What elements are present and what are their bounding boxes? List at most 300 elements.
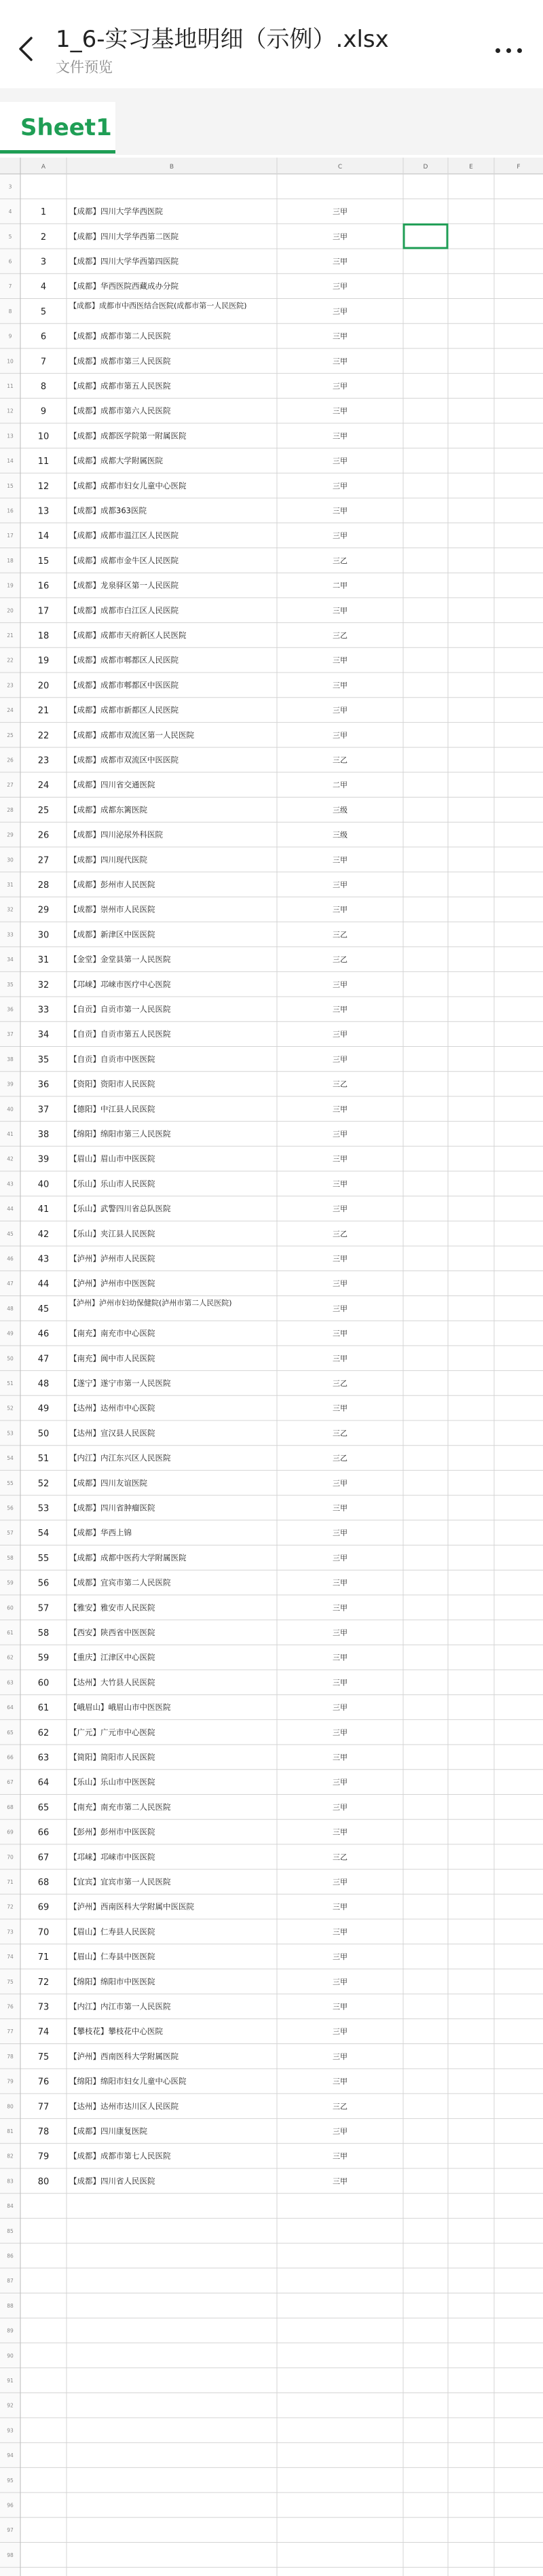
row-number[interactable]: 76 — [7, 2003, 14, 2010]
cell-hospital-name[interactable]: 【眉山】仁寿县中医医院 — [69, 1952, 155, 1962]
row-number[interactable]: 44 — [7, 1206, 14, 1213]
row-number[interactable]: 39 — [7, 1081, 14, 1088]
row-number[interactable]: 72 — [7, 1903, 14, 1910]
table-row[interactable] — [38, 1004, 348, 1015]
cell-no[interactable]: 41 — [37, 1204, 50, 1215]
cell-no[interactable]: 25 — [37, 805, 50, 816]
cell-hospital-name[interactable]: 【泸州】泸州市人民医院 — [69, 1253, 155, 1264]
table-row[interactable] — [38, 1702, 348, 1713]
table-row[interactable] — [41, 232, 348, 243]
row-number[interactable]: 7 — [8, 283, 12, 290]
table-row[interactable] — [38, 431, 348, 442]
cell-no[interactable]: 33 — [37, 1005, 50, 1016]
cell-grade[interactable]: 三甲 — [333, 1279, 348, 1289]
row-number[interactable]: 14 — [7, 458, 14, 465]
cell-no[interactable]: 3 — [40, 257, 47, 268]
cell-no[interactable]: 1 — [40, 207, 47, 218]
row-number[interactable]: 18 — [7, 557, 14, 564]
row-number[interactable]: 80 — [7, 2103, 14, 2110]
cell-grade[interactable]: 三甲 — [333, 1553, 348, 1562]
row-number[interactable]: 38 — [7, 1056, 14, 1062]
cell-grade[interactable]: 三甲 — [333, 855, 348, 865]
cell-grade[interactable]: 三甲 — [333, 481, 348, 490]
cell-no[interactable]: 50 — [37, 1429, 50, 1439]
table-row[interactable] — [38, 705, 348, 716]
table-row[interactable] — [38, 1403, 348, 1414]
cell-no[interactable]: 2 — [40, 232, 47, 243]
cell-grade[interactable]: 三甲 — [333, 1827, 348, 1837]
cell-no[interactable]: 39 — [37, 1154, 50, 1165]
cell-hospital-name[interactable]: 【成都】成都市第五人民医院 — [69, 380, 171, 391]
row-number[interactable]: 41 — [7, 1130, 14, 1137]
row-number[interactable]: 60 — [7, 1605, 14, 1611]
row-number[interactable]: 33 — [7, 931, 14, 938]
row-number[interactable]: 66 — [7, 1754, 14, 1761]
table-row[interactable] — [38, 1298, 348, 1314]
table-row[interactable] — [38, 1653, 348, 1664]
cell-no[interactable]: 52 — [37, 1478, 50, 1489]
cell-hospital-name[interactable]: 【金堂】金堂县第一人民医院 — [69, 954, 171, 965]
cell-no[interactable]: 9 — [40, 406, 47, 417]
cell-grade[interactable]: 三甲 — [333, 1678, 348, 1687]
cell-grade[interactable]: 三甲 — [333, 1528, 348, 1538]
cell-hospital-name[interactable]: 【成都】成都市天府新区人民医院 — [69, 630, 187, 640]
cell-grade[interactable]: 三甲 — [333, 1304, 348, 1313]
table-row[interactable] — [38, 1478, 348, 1489]
cell-grade[interactable]: 三甲 — [333, 2052, 348, 2061]
cell-no[interactable]: 29 — [37, 905, 50, 916]
row-number[interactable]: 81 — [7, 2128, 14, 2134]
cell-no[interactable]: 79 — [37, 2151, 50, 2162]
cell-grade[interactable]: 三甲 — [333, 1902, 348, 1912]
cell-grade[interactable]: 三甲 — [333, 1653, 348, 1662]
table-row[interactable] — [38, 456, 348, 467]
cell-hospital-name[interactable]: 【达州】宣汉县人民医院 — [69, 1428, 155, 1438]
table-row[interactable] — [38, 605, 348, 616]
table-row[interactable] — [38, 1104, 348, 1115]
table-row[interactable] — [38, 730, 348, 741]
cell-grade[interactable]: 三甲 — [333, 706, 348, 715]
row-number[interactable]: 47 — [7, 1281, 14, 1287]
row-number[interactable]: 17 — [7, 533, 14, 539]
row-number[interactable]: 86 — [7, 2253, 14, 2259]
cell-grade[interactable]: 三甲 — [333, 1478, 348, 1488]
cell-no[interactable]: 53 — [37, 1503, 50, 1514]
row-number[interactable]: 65 — [7, 1729, 14, 1736]
cell-grade[interactable]: 三甲 — [333, 730, 348, 740]
row-number[interactable]: 8 — [8, 308, 12, 315]
table-row[interactable] — [38, 1677, 348, 1688]
cell-grade[interactable]: 三甲 — [333, 1927, 348, 1937]
cell-hospital-name[interactable]: 【遂宁】遂宁市第一人民医院 — [69, 1378, 171, 1388]
cell-no[interactable]: 78 — [37, 2126, 50, 2137]
table-row[interactable] — [38, 656, 348, 666]
cell-grade[interactable]: 三级 — [333, 805, 348, 815]
table-row[interactable] — [38, 1977, 348, 1988]
row-number[interactable]: 71 — [7, 1878, 14, 1885]
cell-hospital-name[interactable]: 【广元】广元市中心医院 — [69, 1727, 155, 1737]
cell-grade[interactable]: 三甲 — [333, 2027, 348, 2037]
table-row[interactable] — [38, 1029, 348, 1040]
table-row[interactable] — [38, 780, 348, 791]
cell-hospital-name[interactable]: 【成都】龙泉驿区第一人民医院 — [69, 580, 179, 590]
row-number[interactable]: 59 — [7, 1579, 14, 1586]
table-row[interactable] — [38, 1752, 348, 1763]
row-number[interactable]: 82 — [7, 2153, 14, 2160]
cell-grade[interactable]: 三甲 — [333, 257, 348, 266]
table-row[interactable] — [38, 1802, 348, 1813]
cell-no[interactable]: 28 — [37, 880, 50, 891]
cell-hospital-name[interactable]: 【达州】大竹县人民医院 — [69, 1677, 155, 1687]
table-row[interactable] — [38, 1852, 348, 1863]
cell-hospital-name[interactable]: 【成都】崇州市人民医院 — [69, 904, 155, 914]
cell-no[interactable]: 40 — [37, 1179, 50, 1190]
cell-no[interactable]: 36 — [37, 1079, 50, 1090]
row-number[interactable]: 51 — [7, 1380, 14, 1387]
row-number[interactable]: 48 — [7, 1305, 14, 1312]
cell-hospital-name[interactable]: 【成都】四川省交通医院 — [69, 780, 155, 790]
cell-no[interactable]: 77 — [37, 2102, 50, 2113]
cell-no[interactable]: 32 — [37, 980, 50, 990]
cell-grade[interactable]: 三甲 — [333, 332, 348, 341]
cell-grade[interactable]: 三乙 — [333, 955, 348, 965]
cell-no[interactable]: 74 — [37, 2027, 50, 2038]
cell-no[interactable]: 48 — [37, 1378, 50, 1389]
row-number[interactable]: 13 — [7, 433, 14, 440]
table-row[interactable] — [41, 207, 348, 217]
cell-no[interactable]: 61 — [37, 1703, 50, 1714]
cell-hospital-name[interactable]: 【邛崃】邛崃市中医医院 — [69, 1852, 155, 1862]
row-number[interactable]: 84 — [7, 2203, 14, 2210]
row-number[interactable]: 98 — [7, 2552, 14, 2558]
cell-no[interactable]: 26 — [37, 830, 50, 841]
row-number[interactable]: 32 — [7, 906, 14, 913]
column-header-d[interactable]: D — [423, 164, 428, 171]
cell-no[interactable]: 27 — [37, 855, 50, 866]
column-header-e[interactable]: E — [469, 164, 473, 171]
table-row[interactable] — [38, 2126, 348, 2137]
table-row[interactable] — [38, 830, 348, 841]
cell-no[interactable]: 57 — [37, 1603, 50, 1614]
cell-grade[interactable]: 三甲 — [333, 1179, 348, 1189]
cell-grade[interactable]: 三甲 — [333, 1105, 348, 1114]
cell-hospital-name[interactable]: 【成都】成都东篱医院 — [69, 804, 147, 815]
row-number[interactable]: 85 — [7, 2228, 14, 2234]
cell-hospital-name[interactable]: 【泸州】西南医科大学附属中医医院 — [69, 1901, 194, 1912]
cell-no[interactable]: 4 — [40, 282, 47, 293]
more-button[interactable] — [494, 43, 524, 57]
cell-hospital-name[interactable]: 【简阳】简阳市人民医院 — [69, 1752, 155, 1762]
cell-no[interactable]: 72 — [37, 1977, 50, 1988]
cell-hospital-name[interactable]: 【泸州】泸州市中医医院 — [69, 1278, 155, 1289]
table-row[interactable] — [38, 1628, 348, 1639]
cell-no[interactable]: 12 — [37, 481, 50, 492]
cell-no[interactable]: 10 — [37, 431, 50, 442]
cell-no[interactable]: 38 — [37, 1129, 50, 1140]
cell-grade[interactable]: 三甲 — [333, 506, 348, 516]
row-number[interactable]: 37 — [7, 1031, 14, 1038]
cell-no[interactable]: 22 — [37, 730, 50, 741]
table-row[interactable] — [38, 505, 348, 516]
cell-hospital-name[interactable]: 【乐山】武警四川省总队医院 — [69, 1204, 171, 1214]
table-row[interactable] — [38, 2176, 348, 2187]
row-number[interactable]: 4 — [8, 209, 12, 215]
cell-grade[interactable]: 三甲 — [333, 980, 348, 989]
row-number[interactable]: 34 — [7, 956, 14, 963]
table-row[interactable] — [38, 855, 348, 865]
table-row[interactable] — [38, 880, 348, 891]
row-number[interactable]: 52 — [7, 1405, 14, 1412]
cell-hospital-name[interactable]: 【成都】成都市第三人民医院 — [69, 356, 171, 366]
row-number[interactable]: 11 — [7, 382, 14, 389]
cell-hospital-name[interactable]: 【成都】华西上锦 — [69, 1528, 132, 1538]
cell-hospital-name[interactable]: 【南充】阆中市人民医院 — [69, 1353, 155, 1363]
cell-hospital-name[interactable]: 【泸州】西南医科大学附属医院 — [69, 2051, 179, 2061]
cell-hospital-name[interactable]: 【成都】四川省肿瘤医院 — [69, 1503, 155, 1513]
row-number[interactable]: 53 — [7, 1430, 14, 1437]
cell-hospital-name[interactable]: 【自贡】自贡市第五人民医院 — [69, 1029, 171, 1039]
row-number[interactable]: 68 — [7, 1804, 14, 1810]
table-row[interactable] — [38, 2077, 348, 2088]
cell-grade[interactable]: 三甲 — [333, 2126, 348, 2136]
row-number[interactable]: 42 — [7, 1156, 14, 1162]
cell-hospital-name[interactable]: 【成都】成都市第六人民医院 — [69, 406, 171, 416]
table-row[interactable] — [38, 1353, 348, 1364]
cell-hospital-name[interactable]: 【雅安】雅安市人民医院 — [69, 1603, 155, 1613]
cell-hospital-name[interactable]: 【成都】华西医院西藏成办分院 — [69, 281, 179, 291]
table-row[interactable] — [38, 954, 348, 965]
row-number[interactable]: 92 — [7, 2402, 14, 2409]
cell-no[interactable]: 42 — [37, 1229, 50, 1240]
cell-grade[interactable]: 三甲 — [333, 1204, 348, 1214]
row-number[interactable]: 22 — [7, 657, 14, 664]
cell-grade[interactable]: 三甲 — [333, 1329, 348, 1338]
cell-no[interactable]: 43 — [37, 1254, 50, 1265]
row-number[interactable]: 94 — [7, 2452, 14, 2459]
table-row[interactable] — [38, 581, 348, 592]
table-row[interactable] — [38, 2052, 348, 2062]
row-number[interactable]: 63 — [7, 1679, 14, 1686]
cell-grade[interactable]: 三甲 — [333, 381, 348, 391]
row-number[interactable]: 88 — [7, 2302, 14, 2309]
row-number[interactable]: 54 — [7, 1455, 14, 1462]
row-number[interactable]: 93 — [7, 2427, 14, 2434]
cell-hospital-name[interactable]: 【彭州】彭州市中医医院 — [69, 1827, 155, 1837]
cell-grade[interactable]: 三甲 — [333, 306, 348, 316]
row-number[interactable]: 56 — [7, 1505, 14, 1511]
column-header-b[interactable]: B — [169, 164, 174, 171]
cell-grade[interactable]: 三甲 — [333, 1977, 348, 1986]
cell-no[interactable]: 71 — [37, 1952, 50, 1963]
row-number[interactable]: 70 — [7, 1854, 14, 1861]
cell-grade[interactable]: 三甲 — [333, 880, 348, 889]
table-row[interactable] — [38, 980, 348, 990]
cell-no[interactable]: 17 — [37, 606, 50, 617]
cell-grade[interactable]: 三级 — [333, 830, 348, 840]
cell-grade[interactable]: 三甲 — [333, 1877, 348, 1886]
cell-hospital-name[interactable]: 【重庆】江津区中心医院 — [69, 1652, 155, 1662]
cell-no[interactable]: 64 — [37, 1778, 50, 1789]
spreadsheet-grid[interactable] — [0, 158, 543, 2576]
cell-grade[interactable]: 三甲 — [333, 1802, 348, 1812]
cell-grade[interactable]: 三甲 — [333, 1578, 348, 1588]
cell-no[interactable]: 73 — [37, 2002, 50, 2013]
row-number[interactable]: 30 — [7, 857, 14, 863]
cell-hospital-name[interactable]: 【成都】四川大学华西第四医院 — [69, 256, 179, 266]
table-row[interactable] — [38, 1927, 348, 1937]
cell-no[interactable]: 11 — [37, 457, 50, 467]
table-row[interactable] — [38, 2151, 348, 2162]
column-header-f[interactable]: F — [517, 164, 521, 171]
cell-no[interactable]: 80 — [37, 2177, 50, 2187]
row-number[interactable]: 78 — [7, 2053, 14, 2060]
table-row[interactable] — [38, 1603, 348, 1613]
cell-no[interactable]: 8 — [40, 381, 47, 392]
table-row[interactable] — [41, 332, 348, 342]
table-row[interactable] — [38, 1329, 348, 1340]
cell-grade[interactable]: 三甲 — [333, 1129, 348, 1139]
cell-no[interactable]: 24 — [37, 781, 50, 791]
cell-hospital-name[interactable]: 【峨眉山】峨眉山市中医医院 — [69, 1702, 171, 1713]
table-row[interactable] — [38, 1129, 348, 1140]
cell-no[interactable]: 20 — [37, 681, 50, 692]
cell-grade[interactable]: 三乙 — [333, 630, 348, 640]
cell-no[interactable]: 23 — [37, 755, 50, 766]
table-row[interactable] — [38, 531, 348, 541]
row-number[interactable]: 75 — [7, 1978, 14, 1985]
cell-no[interactable]: 60 — [37, 1678, 50, 1689]
row-number[interactable]: 90 — [7, 2353, 14, 2359]
cell-hospital-name[interactable]: 【成都】成都市温江区人民医院 — [69, 531, 179, 541]
table-row[interactable] — [38, 1902, 348, 1913]
cell-no[interactable]: 45 — [37, 1304, 50, 1314]
cell-grade[interactable]: 三甲 — [333, 232, 348, 241]
cell-no[interactable]: 31 — [37, 955, 50, 966]
table-row[interactable] — [38, 556, 348, 567]
table-row[interactable] — [38, 1777, 348, 1788]
cell-grade[interactable]: 三甲 — [333, 1403, 348, 1413]
table-row[interactable] — [41, 381, 348, 392]
row-number[interactable]: 40 — [7, 1106, 14, 1113]
cell-no[interactable]: 54 — [37, 1528, 50, 1539]
cell-no[interactable]: 15 — [37, 556, 50, 567]
row-number[interactable]: 24 — [7, 707, 14, 714]
row-number[interactable]: 36 — [7, 1006, 14, 1013]
table-row[interactable] — [41, 281, 348, 292]
cell-hospital-name[interactable]: 【自贡】自贡市中医医院 — [69, 1054, 155, 1064]
cell-no[interactable]: 55 — [37, 1553, 50, 1564]
row-number[interactable]: 50 — [7, 1355, 14, 1362]
row-number[interactable]: 69 — [7, 1829, 14, 1836]
cell-grade[interactable]: 三甲 — [333, 1778, 348, 1787]
cell-no[interactable]: 13 — [37, 506, 50, 517]
cell-hospital-name[interactable]: 【成都】成都市双流区中医医院 — [69, 755, 179, 765]
cell-grade[interactable]: 三甲 — [333, 2177, 348, 2186]
cell-grade[interactable]: 三甲 — [333, 2002, 348, 2011]
cell-no[interactable]: 44 — [37, 1279, 50, 1290]
cell-hospital-name[interactable]: 【宜宾】宜宾市第一人民医院 — [69, 1876, 171, 1886]
table-row[interactable] — [41, 406, 348, 417]
table-row[interactable] — [38, 630, 348, 641]
cell-hospital-name[interactable]: 【成都】四川康复医院 — [69, 2126, 147, 2136]
cell-grade[interactable]: 三乙 — [333, 1853, 348, 1862]
selected-cell[interactable] — [404, 224, 447, 248]
cell-hospital-name[interactable]: 【内江】内江东兴区人民医院 — [69, 1453, 171, 1463]
cell-hospital-name[interactable]: 【攀枝花】攀枝花中心医院 — [69, 2026, 163, 2037]
cell-hospital-name[interactable]: 【成都】成都市第二人民医院 — [69, 331, 171, 341]
row-number[interactable]: 6 — [8, 258, 12, 265]
table-row[interactable] — [38, 1229, 348, 1240]
cell-no[interactable]: 51 — [37, 1454, 50, 1465]
cell-grade[interactable]: 三甲 — [333, 681, 348, 690]
cell-grade[interactable]: 三甲 — [333, 1154, 348, 1164]
cell-hospital-name[interactable]: 【成都】成都市郫都区人民医院 — [69, 655, 179, 665]
cell-grade[interactable]: 三甲 — [333, 1254, 348, 1264]
row-number[interactable]: 55 — [7, 1480, 14, 1486]
table-row[interactable] — [38, 1054, 348, 1065]
cell-grade[interactable]: 三乙 — [333, 1378, 348, 1388]
row-number[interactable]: 9 — [8, 333, 12, 340]
cell-grade[interactable]: 三甲 — [333, 431, 348, 441]
row-number[interactable]: 21 — [7, 632, 14, 639]
cell-grade[interactable]: 三甲 — [333, 656, 348, 665]
row-number[interactable]: 57 — [7, 1530, 14, 1537]
cell-no[interactable]: 18 — [37, 630, 50, 641]
cell-no[interactable]: 35 — [37, 1054, 50, 1065]
table-row[interactable] — [38, 929, 348, 940]
cell-no[interactable]: 58 — [37, 1628, 50, 1639]
table-row[interactable] — [38, 2001, 348, 2012]
cell-hospital-name[interactable]: 【达州】达州市达川区人民医院 — [69, 2101, 179, 2111]
cell-hospital-name[interactable]: 【内江】内江市第一人民医院 — [69, 2001, 171, 2011]
cell-grade[interactable]: 三甲 — [333, 531, 348, 541]
cell-grade[interactable]: 二甲 — [333, 581, 348, 590]
cell-hospital-name[interactable]: 【自贡】自贡市第一人民医院 — [69, 1004, 171, 1014]
row-number[interactable]: 3 — [8, 183, 12, 190]
table-row[interactable] — [38, 1952, 348, 1963]
row-number[interactable]: 23 — [7, 682, 14, 689]
cell-hospital-name[interactable]: 【乐山】乐山市中医医院 — [69, 1777, 155, 1787]
cell-grade[interactable]: 三甲 — [333, 457, 348, 466]
cell-no[interactable]: 62 — [37, 1728, 50, 1738]
cell-grade[interactable]: 三乙 — [333, 930, 348, 940]
table-row[interactable] — [38, 1253, 348, 1264]
table-row[interactable] — [38, 680, 348, 691]
cell-no[interactable]: 47 — [37, 1354, 50, 1365]
row-number[interactable]: 16 — [7, 507, 14, 514]
table-row[interactable] — [38, 1578, 348, 1589]
row-number[interactable]: 58 — [7, 1554, 14, 1561]
row-number[interactable]: 12 — [7, 408, 14, 414]
table-row[interactable] — [38, 1079, 348, 1090]
cell-hospital-name[interactable]: 【成都】成都市妇女儿童中心医院 — [69, 480, 187, 490]
cell-no[interactable]: 65 — [37, 1802, 50, 1813]
cell-grade[interactable]: 三乙 — [333, 556, 348, 565]
row-number[interactable]: 43 — [7, 1181, 14, 1187]
row-number[interactable]: 10 — [7, 358, 14, 365]
cell-hospital-name[interactable]: 【成都】四川大学华西医院 — [69, 207, 163, 217]
cell-no[interactable]: 67 — [37, 1853, 50, 1863]
cell-hospital-name[interactable]: 【成都】四川泌尿外科医院 — [69, 829, 163, 840]
table-row[interactable] — [38, 1453, 348, 1464]
cell-grade[interactable]: 三甲 — [333, 1054, 348, 1064]
cell-no[interactable]: 6 — [40, 332, 47, 342]
cell-grade[interactable]: 三甲 — [333, 357, 348, 366]
cell-no[interactable]: 76 — [37, 2077, 50, 2088]
cell-hospital-name[interactable]: 【成都】成都市郫都区中医医院 — [69, 680, 179, 690]
cell-hospital-name[interactable]: 【成都】成都市第七人民医院 — [69, 2151, 171, 2161]
cell-no[interactable]: 7 — [40, 357, 47, 368]
